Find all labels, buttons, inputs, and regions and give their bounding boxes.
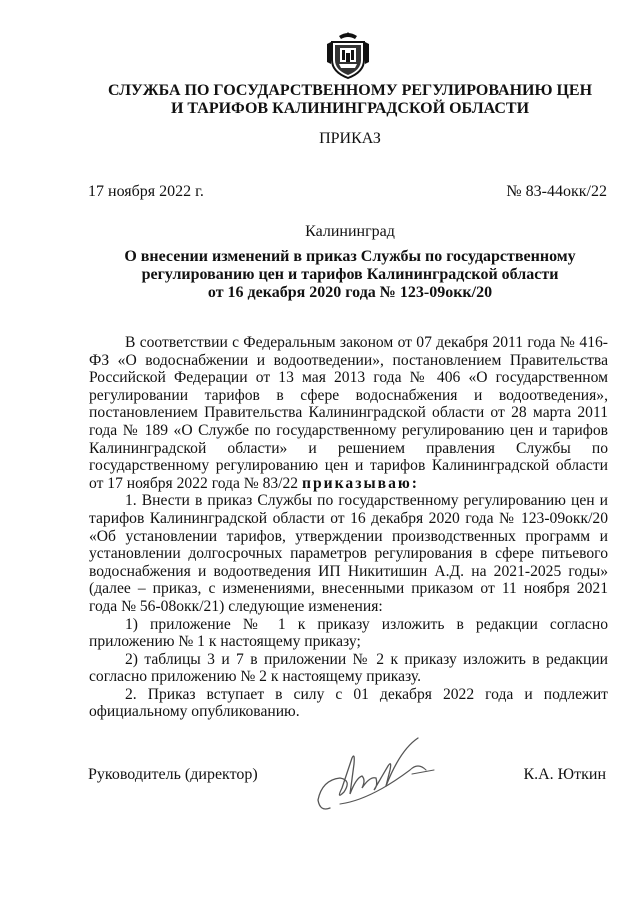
subject-line-2: регулированию цен и тарифов Калининградской области (141, 266, 559, 283)
item-1: 1. Внести в приказ Службы по государственному регулированию цен и тарифов Калининградской области от 16 декабря 2020 года № 123-09окк/20 «Об установлении тарифов, утверждении производственных программ и установлении долгосрочных параметров регулирования в сфере питьевого водоснабжения и водоотведения ИП Никитишин А.Д. на 2021-2025 годы» (далее – приказ, с изменениями, внесенными приказом от 11 ноября 2021 года № 56-08окк/21) следующие изменения: (89, 492, 608, 615)
subject-line-1: О внесении изменений в приказ Службы по государственному (124, 248, 576, 265)
document-date: 17 ноября 2022 г. (88, 183, 204, 200)
document-subject (90, 248, 610, 302)
signatory-name: К.А. Юткин (523, 766, 606, 783)
org-line-2: И ТАРИФОВ КАЛИНИНГРАДСКОЙ ОБЛАСТИ (170, 100, 530, 117)
coat-of-arms-emblem (325, 30, 371, 80)
document-type: ПРИКАЗ (319, 130, 381, 147)
preamble-paragraph (89, 334, 608, 492)
organization-name (60, 82, 640, 118)
document-city: Калининград (305, 223, 395, 240)
signatory-position: Руководитель (директор) (88, 766, 258, 783)
subject-line-3: от 16 декабря 2020 года № 123-09окк/20 (207, 284, 493, 301)
handwritten-signature (300, 730, 450, 820)
item-1-2: 2) таблицы 3 и 7 в приложении № 2 к приказу изложить в редакции согласно приложению № 2 к настоящему приказу. (89, 650, 608, 686)
item-2: 2. Приказ вступает в силу с 01 декабря 2022 года и подлежит официальному опубликованию. (89, 685, 608, 721)
org-line-1: СЛУЖБА ПО ГОСУДАРСТВЕННОМУ РЕГУЛИРОВАНИЮ ЦЕН (107, 82, 593, 99)
document-number: № 83-44окк/22 (506, 183, 607, 200)
order-word: приказываю: (302, 474, 419, 492)
preamble-text: В соответствии с Федеральным законом от 07 декабря 2011 года № 416-ФЗ «О водоснабжении и водоотведении», постановлением Правительства Российской Федерации от 13 мая 2013 года № 406 «О государственном регулировании тарифов в сфере водоснабжения и водоотведения», постановлением Правительства Калининградской области от 28 марта 2011 года № 189 «О Службе по государственному регулированию цен и тарифов Калининградской области» и решением правления Службы по государственному регулированию цен и тарифов Калининградской области от 17 ноября 2022 года № 83/22 (89, 334, 608, 492)
document-body (89, 334, 608, 721)
item-1-1: 1) приложение № 1 к приказу изложить в редакции согласно приложению № 1 к настоящему приказу; (89, 615, 608, 651)
